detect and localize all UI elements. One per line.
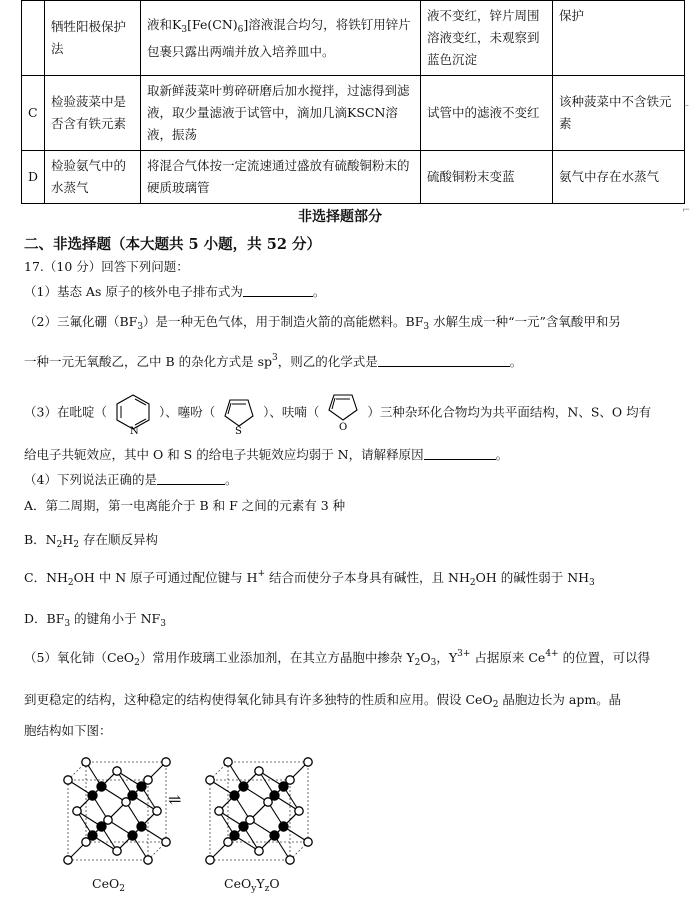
answer-blank[interactable] — [424, 447, 496, 460]
option-a: A．第二周期，第一电离能介于 B 和 F 之间的元素有 3 种 — [24, 498, 346, 513]
ce-atom — [162, 758, 170, 766]
ce-atom — [113, 767, 121, 775]
o-atom — [87, 790, 97, 800]
phenomenon-cell: 硫酸铜粉末变蓝 — [421, 151, 553, 204]
thiophene-icon — [219, 392, 259, 434]
o-atom — [136, 821, 146, 831]
experiment-table — [21, 0, 685, 204]
operation-cell: 液和$K_3[Fe(CN)_6]$溶液混合均匀，将铁钉用锌片包裹只露出两端并放入培养皿中。 — [141, 1, 421, 76]
furan-icon — [323, 392, 363, 434]
ce-atom — [64, 776, 72, 784]
o-atom — [96, 821, 106, 831]
equilibrium-arrow-icon: ⇌ — [168, 790, 182, 809]
ring-atom-label: O — [339, 422, 348, 433]
ce-atom — [304, 838, 312, 846]
ce-atom — [255, 767, 263, 775]
purpose-cell: 检验菠菜中是否含有铁元素 — [45, 76, 141, 151]
question-part-3-cont: 给电子共轭效应，其中 O 和 S 的给电子共轭效应均弱于 N，请解释原因 。 — [24, 447, 509, 462]
ce-atom — [215, 807, 223, 815]
ce-atom — [206, 776, 214, 784]
o-atom — [229, 830, 239, 840]
option-c: C．$NH_2OH$ 中 N 原子可通过配位键与 H+ 结合而使分子本身具有碱性，且 $NH_2OH$ 的碱性弱于 $NH_3$ — [24, 569, 595, 588]
conclusion-cell: 该种菠菜中不含铁元素 — [553, 76, 685, 151]
option-b: B．$N_2H_2$ 存在顺反异构 — [24, 532, 158, 550]
o-atom — [269, 790, 279, 800]
ce-atom — [224, 758, 232, 766]
ce-atom — [286, 856, 294, 864]
pyridine-icon — [111, 392, 155, 434]
answer-blank[interactable] — [378, 354, 510, 367]
margin-mark-icon: – — [684, 100, 689, 111]
o-atom — [136, 781, 146, 791]
cell-label-ceo2: CeO$_2$ — [92, 876, 125, 894]
purpose-cell: 牺牲阳极保护法 — [45, 1, 141, 76]
o-atom — [278, 781, 288, 791]
ce-atom — [64, 856, 72, 864]
answer-blank[interactable] — [243, 284, 313, 297]
ce-atom — [153, 807, 161, 815]
margin-mark-icon: ⌐ — [682, 205, 691, 216]
ring-atom-label: S — [235, 426, 243, 434]
question-part-5-cont2: 胞结构如下图： — [24, 723, 112, 738]
ce-atom — [295, 807, 303, 815]
o-atom — [238, 821, 248, 831]
operation-cell: 将混合气体按一定流速通过盛放有硫酸铜粉末的硬质玻璃管 — [141, 151, 421, 204]
o-atom — [229, 790, 239, 800]
question-part-4: （4）下列说法正确的是 。 — [24, 472, 238, 487]
answer-blank[interactable] — [157, 472, 225, 485]
row-label: C — [22, 76, 45, 151]
conclusion-cell: 氨气中存在水蒸气 — [553, 151, 685, 204]
table-row — [22, 76, 685, 151]
ce-atom — [162, 838, 170, 846]
row-label: D — [22, 151, 45, 204]
ce-atom — [82, 758, 90, 766]
table-row — [22, 1, 685, 76]
operation-cell: 取新鲜菠菜叶剪碎研磨后加水搅拌，过滤得到滤液，取少量滤液于试管中，滴加几滴KSCN溶液，振荡 — [141, 76, 421, 151]
ce-atom — [206, 856, 214, 864]
question-part-3: （3）在吡啶（ N ）、噻吩（ S ）、呋喃（ O ）三种杂环化合物均为共平面结构，N、S、O 均有 — [24, 392, 651, 434]
o-atom — [127, 830, 137, 840]
question-stem: 17.（10 分）回答下列问题： — [24, 259, 189, 274]
o-atom — [87, 830, 97, 840]
o-atom — [278, 821, 288, 831]
conclusion-cell: 保护 — [553, 1, 685, 76]
purpose-cell: 检验氨气中的水蒸气 — [45, 151, 141, 204]
question-part-2: （2）三氟化硼$(BF_3)$是一种无色气体，用于制造火箭的高能燃料。$BF_3$ 水解生成一种“一元”含氧酸甲和另 — [24, 314, 621, 332]
o-atom — [238, 781, 248, 791]
question-part-1: （1）基态 As 原子的核外电子排布式为 。 — [24, 284, 326, 299]
phenomenon-cell: 试管中的滤液不变红 — [421, 76, 553, 151]
ce-atom — [113, 847, 121, 855]
question-part-2-cont: 一种一元无氧酸乙，乙中 B 的杂化方式是 $sp^3$，则乙的化学式是 。 — [24, 353, 523, 369]
option-d: D．$BF_3$ 的键角小于 $NF_3$ — [24, 611, 166, 629]
o-atom — [127, 790, 137, 800]
ce-atom — [73, 807, 81, 815]
question-part-5: （5）氧化铈（CeO$_2$）常用作玻璃工业添加剂，在其立方晶胞中掺杂 $Y_2O_3$，$Y^{3+}$ 占据原来 $Ce^{4+}$ 的位置，可以得 — [24, 649, 651, 668]
cell-label-doped: $CeO_yY_zO$ — [224, 876, 280, 894]
o-atom — [96, 781, 106, 791]
ce-atom — [255, 847, 263, 855]
question-part-5-cont: 到更稳定的结构，这种稳定的结构使得氧化铈具有许多独特的性质和应用。假设 CeO$_2$ 晶胞边长为 apm。晶 — [24, 692, 622, 710]
row-label — [22, 1, 45, 76]
o-atom — [269, 830, 279, 840]
ce-atom — [144, 856, 152, 864]
ring-atom-label: N — [129, 426, 139, 434]
phenomenon-cell: 液不变红，锌片周围溶液变红，未观察到蓝色沉淀 — [421, 1, 553, 76]
part-title: 非选择题部分 — [298, 209, 382, 225]
ce-atom — [304, 758, 312, 766]
table-row — [22, 151, 685, 204]
section-heading: 二、非选择题（本大题共 5 小题，共 52 分） — [24, 236, 321, 253]
